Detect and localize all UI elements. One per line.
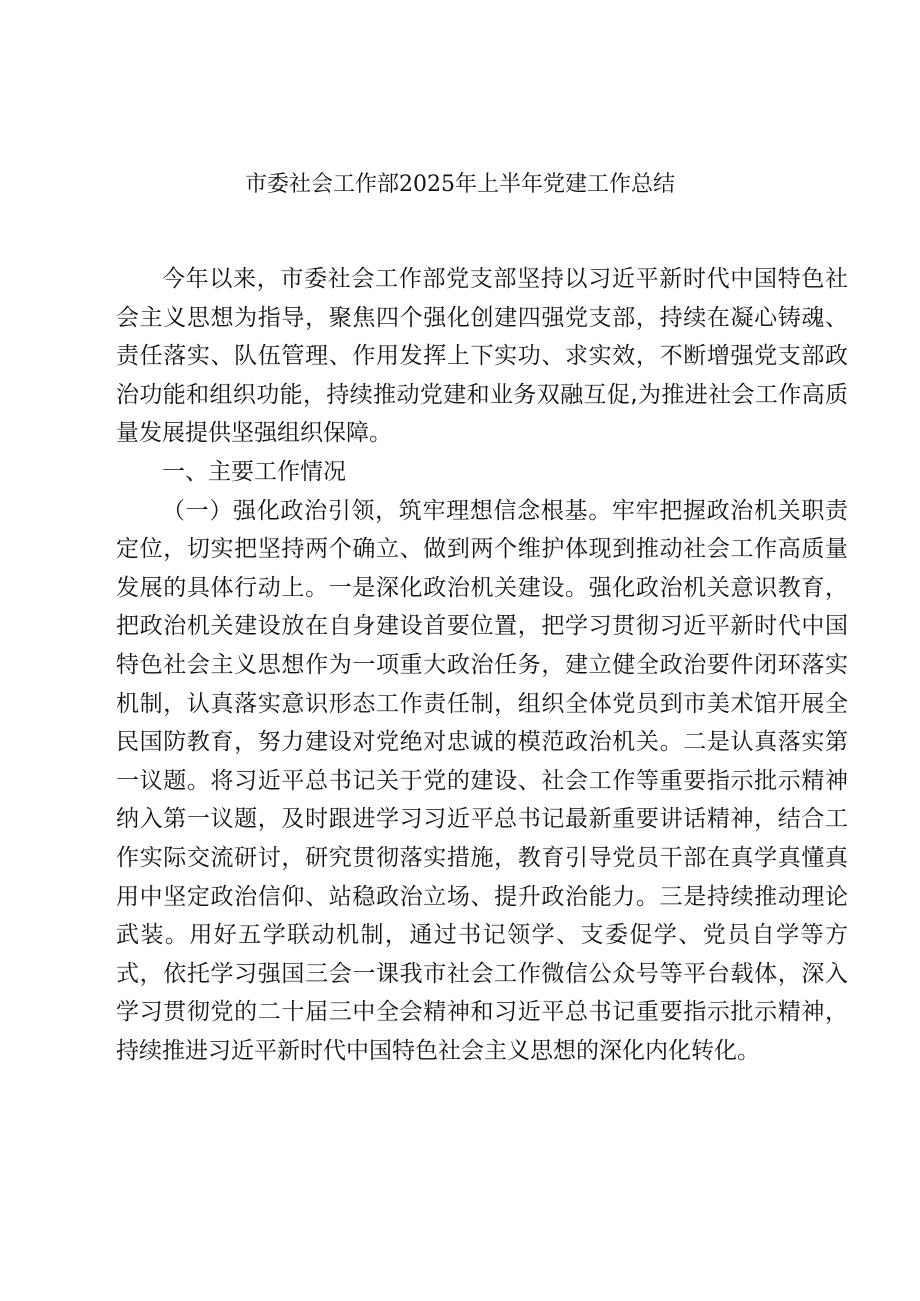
document-body [116,260,848,1070]
intro-paragraph: 今年以来，市委社会工作部党支部坚持以习近平新时代中国特色社会主义思想为指导，聚焦四个强化创建四强党支部，持续在凝心铸魂、责任落实、队伍管理、作用发挥上下实功、求实效，不断增强党支部政治功能和组织功能，持续推动党建和业务双融互促,为推进社会工作高质量发展提供坚强组织保障。 [116,266,848,447]
section-heading: 一、主要工作情况 [162,458,346,485]
section-paragraph: （一）强化政治引领，筑牢理想信念根基。牢牢把握政治机关职责定位，切实把坚持两个确立、做到两个维护体现到推动社会工作高质量发展的具体行动上。一是深化政治机关建设。强化政治机关意识教育，把政治机关建设放在自身建设首要位置，把学习贯彻习近平新时代中国特色社会主义思想作为一项重大政治任务，建立健全政治要件闭环落实机制，认真落实意识形态工作责任制，组织全体党员到市美术馆开展全民国防教育，努力建设对党绝对忠诚的模范政治机关。二是认真落实第一议题。将习近平总书记关于党的建设、社会工作等重要指示批示精神纳入第一议题，及时跟进学习习近平总书记最新重要讲话精神，结合工作实际交流研讨，研究贯彻落实措施，教育引导党员干部在真学真懂真用中坚定政治信仰、站稳政治立场、提升政治能力。三是持续推动理论武装。用好五学联动机制，通过书记领学、支委促学、党员自学等方式，依托学习强国三会一课我市社会工作微信公众号等平台载体，深入学习贯彻党的二十届三中全会精神和习近平总书记重要指示批示精神，持续推进习近平新时代中国特色社会主义思想的深化内化转化。 [116,497,848,1064]
document-title: 市委社会工作部2025年上半年党建工作总结 [245,172,675,197]
